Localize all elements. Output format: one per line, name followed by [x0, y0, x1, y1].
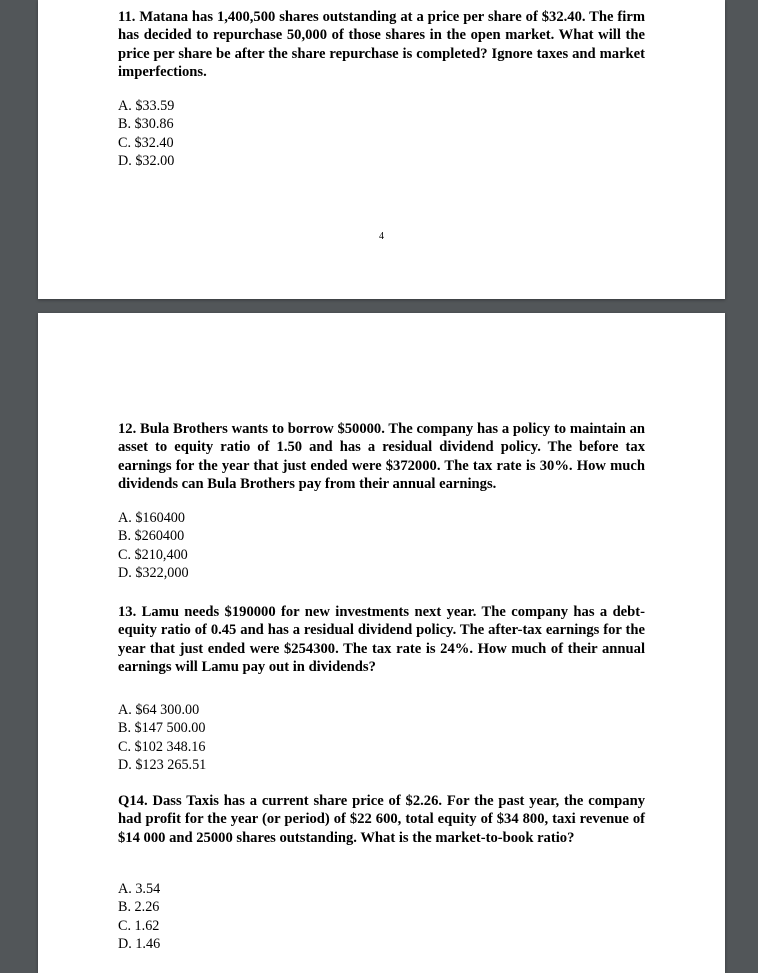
pdf-page-4	[38, 0, 725, 299]
option-b: B. $30.86	[118, 116, 174, 133]
question-14-text: Q14. Dass Taxis has a current share price of $2.26. For the past year, the company had profit for the year (or period) of $22 600, total equity of $34 800, taxi revenue of $14 000 and 25000 shares outstanding. What is the market-to-book ratio?	[118, 793, 645, 846]
option-b: B. 2.26	[118, 899, 160, 916]
page-number: 4	[379, 231, 384, 242]
question-11-options	[118, 97, 174, 171]
option-c: C. $102 348.16	[118, 738, 206, 755]
option-d: D. $32.00	[118, 153, 175, 170]
question-12-options	[118, 509, 189, 583]
question-13-options	[118, 701, 206, 775]
question-12-text: 12. Bula Brothers wants to borrow $50000. The company has a policy to maintain an asset to equity ratio of 1.50 and has a residual dividend policy. The before tax earnings for the year that just ended were $372000. The tax rate is 30%. How much dividends can Bula Brothers pay from their annual earnings.	[118, 421, 645, 493]
option-a: A. 3.54	[118, 881, 161, 897]
option-a: A. $160400	[118, 510, 185, 526]
option-d: D. $322,000	[118, 565, 189, 582]
question-13-text: 13. Lamu needs $190000 for new investments next year. The company has a debt-equity ratio of 0.45 and has a residual dividend policy. The after-tax earnings for the year that just ended were $254300. The tax rate is 24%. How much of their annual earnings will Lamu pay out in dividends?	[118, 604, 645, 676]
option-b: B. $260400	[118, 528, 185, 545]
option-c: C. 1.62	[118, 917, 160, 934]
option-b: B. $147 500.00	[118, 720, 206, 737]
option-d: D. $123 265.51	[118, 757, 207, 774]
question-14-options	[118, 880, 160, 954]
question-11-text: 11. Matana has 1,400,500 shares outstanding at a price per share of $32.40. The firm has decided to repurchase 50,000 of those shares in the open market. What will the price per share be after the share repurchase is completed? Ignore taxes and market imperfections.	[118, 9, 645, 81]
option-d: D. 1.46	[118, 936, 161, 953]
option-a: A. $33.59	[118, 98, 175, 114]
option-c: C. $210,400	[118, 546, 188, 563]
pdf-page-5	[38, 313, 725, 973]
option-c: C. $32.40	[118, 134, 174, 151]
option-a: A. $64 300.00	[118, 702, 200, 718]
